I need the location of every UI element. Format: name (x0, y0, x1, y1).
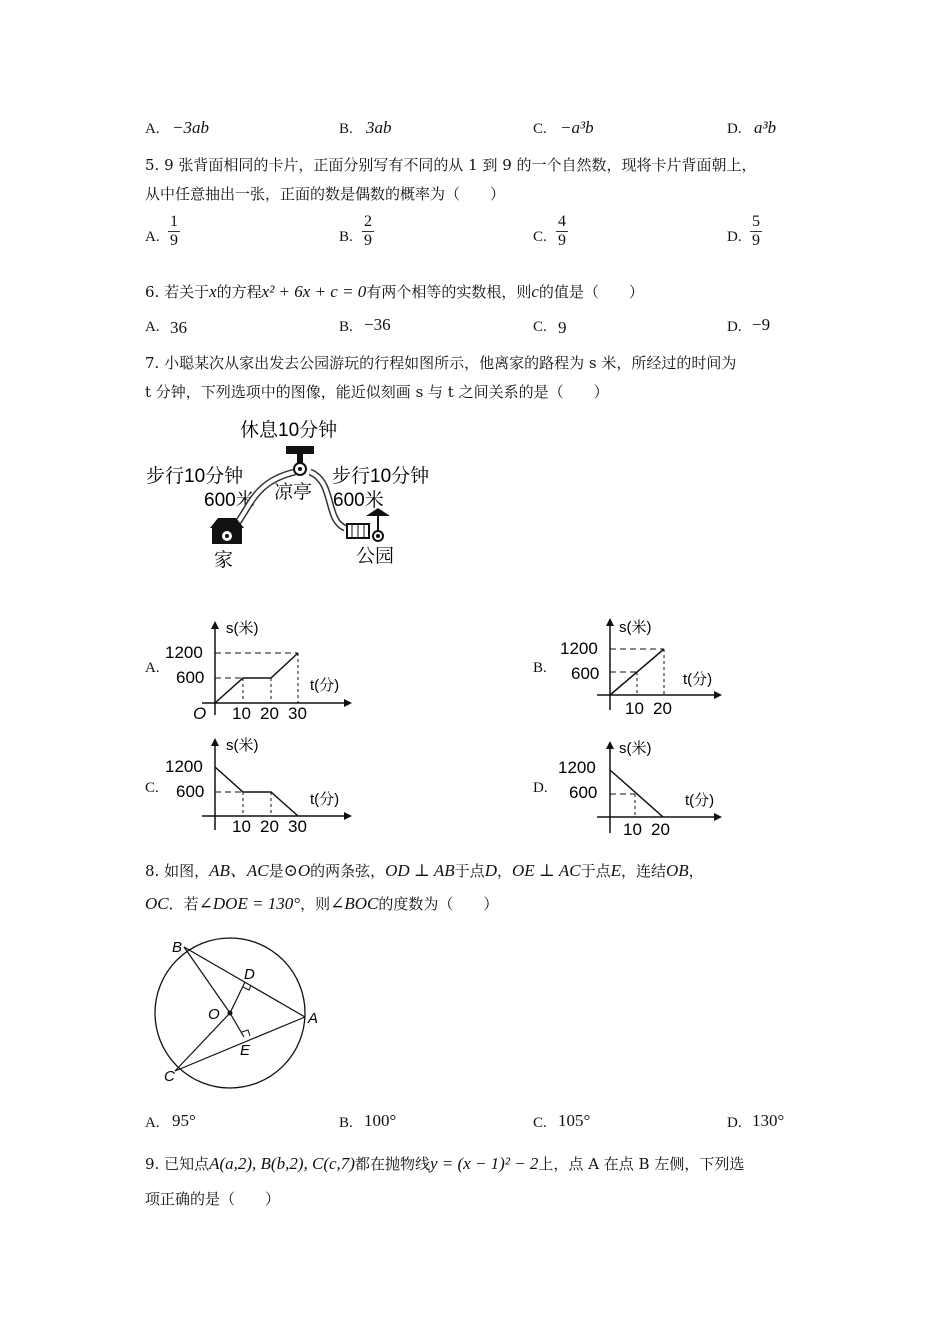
q8-text-line1 (145, 856, 704, 881)
q5-option-b-fraction[interactable] (362, 213, 374, 250)
graph-line (610, 770, 663, 817)
q6-option-b-label: B. (339, 319, 353, 335)
park-label: 公园 (356, 546, 395, 567)
q8-number: 8. 如图， (145, 862, 210, 880)
q9-mid: 都在抛物线 (354, 1155, 430, 1173)
q8-angle-doe: ∠DOE = 130° (198, 894, 301, 913)
x-tick-20: 20 (651, 820, 670, 839)
segment-ob (184, 947, 230, 1013)
q6-option-c-value[interactable]: 9 (558, 318, 567, 337)
q7-option-c-label: C. (145, 780, 159, 796)
q7-text-line1: 7. 小聪某次从家出发去公园游玩的行程如图所示，他离家的路程为 s 米，所经过的时间为 (145, 354, 737, 372)
y-tick-1200: 1200 (165, 643, 203, 662)
y-tick-600: 600 (569, 783, 598, 802)
q6-equation: x² + 6x + c = 0 (261, 282, 367, 301)
q8-text-seg: ，则 (300, 895, 331, 913)
q8-option-b-value[interactable]: 100° (364, 1111, 397, 1130)
q4-option-c-label: C. (533, 121, 547, 137)
q8-text-seg: ．若 (168, 895, 199, 913)
q5-option-a-label: A. (145, 229, 160, 245)
q6-option-a-value[interactable]: 36 (170, 318, 187, 337)
trip-diagram (140, 410, 460, 580)
y-axis-label: s(米) (226, 737, 259, 754)
denominator: 9 (364, 232, 372, 249)
q4-option-d-value[interactable]: a³b (754, 118, 777, 137)
x-tick-10: 10 (232, 817, 251, 836)
home-icon (210, 518, 244, 544)
y-tick-600: 600 (176, 668, 205, 687)
graph-line (610, 649, 664, 695)
q8-text-line2 (145, 893, 498, 914)
x-axis-label: t(分) (310, 791, 340, 808)
q8-ob: OB (665, 861, 689, 880)
pavilion-label: 凉亭 (274, 482, 313, 503)
home-label: 家 (214, 550, 234, 571)
segment-oc (175, 1013, 230, 1071)
q8-text-seg: 的度数为（ ） (378, 895, 499, 913)
q5-option-c-fraction[interactable] (556, 213, 568, 250)
q5-text-line1: 5. 9 张背面相同的卡片，正面分别写有不同的从 1 到 9 的一个自然数，现将卡片背面朝上， (145, 156, 757, 174)
q5-option-d-fraction[interactable] (750, 213, 762, 250)
dist-right-label: 600米 (333, 490, 384, 511)
q4-option-a-label: A. (145, 121, 160, 137)
numerator: 1 (170, 213, 178, 230)
q6-option-d-label: D. (727, 319, 742, 335)
q5-option-d-label: D. (727, 229, 742, 245)
q8-text-seg: ，连结 (620, 862, 666, 880)
q6-option-a-label: A. (145, 319, 160, 335)
q4-option-a-value[interactable]: −3ab (172, 118, 209, 137)
q5-option-a-fraction[interactable] (168, 213, 180, 250)
numerator: 5 (752, 213, 760, 230)
y-tick-1200: 1200 (165, 757, 203, 776)
point-b-label: B (172, 939, 183, 956)
x-axis-label: t(分) (310, 677, 340, 694)
y-tick-1200: 1200 (558, 758, 596, 777)
q7-graph-b[interactable] (555, 612, 735, 722)
q5-option-c-label: C. (533, 229, 547, 245)
y-axis-arrow-icon (211, 738, 219, 746)
x-tick-20: 20 (260, 704, 279, 723)
y-tick-1200: 1200 (560, 639, 598, 658)
q6-option-d-value[interactable]: −9 (752, 315, 771, 334)
q7-option-d-label: D. (533, 780, 548, 796)
q8-option-a-value[interactable]: 95° (172, 1111, 196, 1130)
q6-suffix: 的值是（ ） (538, 283, 644, 301)
rest-label: 休息10分钟 (240, 420, 338, 441)
q8-point-e: E (610, 861, 621, 880)
q8-text-seg: ， (496, 862, 512, 880)
q9-suffix: 上，点 A 在点 B 左侧，下列选 (538, 1155, 745, 1173)
q4-option-d-label: D. (727, 121, 742, 137)
q8-option-c-value[interactable]: 105° (558, 1111, 591, 1130)
q8-option-c-label: C. (533, 1115, 547, 1131)
point-d-label: D (244, 966, 255, 983)
q7-option-a-label: A. (145, 660, 160, 676)
q8-circle: ⊙O (283, 861, 311, 880)
x-tick-30: 30 (288, 704, 307, 723)
q7-graph-c[interactable] (160, 732, 360, 842)
q9-text-line2: 项正确的是（ ） (145, 1190, 281, 1208)
x-tick-20: 20 (653, 699, 672, 718)
y-axis-arrow-icon (211, 621, 219, 629)
q6-var-x: x (209, 282, 217, 301)
q6-mid2: 有两个相等的实数根，则 (366, 283, 532, 301)
x-tick-30: 30 (288, 817, 307, 836)
walk-left-label: 步行10分钟 (146, 466, 244, 487)
origin-label: O (193, 704, 207, 723)
q4-option-c-value[interactable]: −a³b (560, 118, 594, 137)
y-axis-label: s(米) (226, 620, 259, 637)
denominator: 9 (752, 232, 760, 249)
x-tick-10: 10 (625, 699, 644, 718)
q7-graph-d[interactable] (555, 735, 735, 845)
point-e-label: E (240, 1042, 251, 1059)
q9-equation: y = (x − 1)² − 2 (429, 1154, 539, 1173)
denominator: 9 (558, 232, 566, 249)
point-o-label: O (208, 1006, 220, 1023)
q5-option-b-label: B. (339, 229, 353, 245)
circle-diagram (150, 935, 330, 1090)
q9-points: A(a,2), B(b,2), C(c,7) (209, 1154, 355, 1173)
y-tick-600: 600 (176, 782, 205, 801)
q4-option-b-value[interactable]: 3ab (366, 118, 392, 137)
q8-option-a-label: A. (145, 1115, 160, 1131)
walk-right-label: 步行10分钟 (332, 466, 430, 487)
q6-option-c-label: C. (533, 319, 547, 335)
point-c-label: C (164, 1068, 175, 1085)
q9-prefix: 9. 已知点 (145, 1155, 210, 1173)
q8-oe-perp: OE ⊥ AC (511, 861, 581, 880)
segment-oe (230, 1013, 244, 1037)
q8-option-d-value[interactable]: 130° (752, 1111, 785, 1130)
q8-text-seg: 是 (268, 862, 284, 880)
x-axis-arrow-icon (344, 812, 352, 820)
q8-text-seg: 于点 (454, 862, 485, 880)
q8-angle-boc: ∠BOC (330, 894, 379, 913)
q8-option-d-label: D. (727, 1115, 742, 1131)
y-tick-600: 600 (571, 664, 600, 683)
x-tick-10: 10 (623, 820, 642, 839)
y-axis-label: s(米) (619, 740, 652, 757)
q8-oc: OC (145, 894, 169, 913)
q6-option-b-value[interactable]: −36 (364, 315, 391, 334)
x-axis-label: t(分) (685, 792, 715, 809)
center-point (228, 1011, 233, 1016)
q5-text-line2: 从中任意抽出一张，正面的数是偶数的概率为（ ） (145, 185, 506, 203)
q8-text-seg: 于点 (580, 862, 611, 880)
q8-chords: AB、AC (209, 861, 269, 880)
q8-option-b-label: B. (339, 1115, 353, 1131)
segment-od (230, 982, 245, 1013)
denominator: 9 (170, 232, 178, 249)
q6-text (145, 281, 644, 302)
x-axis-arrow-icon (714, 691, 722, 699)
q8-point-d: D (484, 861, 497, 880)
q6-mid1: 的方程 (216, 283, 262, 301)
park-icon (347, 508, 390, 541)
numerator: 4 (558, 213, 566, 230)
q9-text-line1 (145, 1153, 744, 1174)
dist-left-label: 600米 (204, 490, 255, 511)
q7-graph-a[interactable] (160, 615, 360, 725)
point-a-label: A (308, 1010, 319, 1027)
y-axis-label: s(米) (619, 619, 652, 636)
q8-od-perp: OD ⊥ AB (385, 861, 455, 880)
x-tick-20: 20 (260, 817, 279, 836)
y-axis-arrow-icon (606, 741, 614, 749)
q8-text-seg: 的两条弦， (310, 862, 386, 880)
y-axis-arrow-icon (606, 618, 614, 626)
q7-text-line2: t 分钟，下列选项中的图像，能近似刻画 s 与 t 之间关系的是（ ） (145, 383, 609, 401)
numerator: 2 (364, 213, 372, 230)
x-axis-arrow-icon (344, 699, 352, 707)
x-axis-label: t(分) (683, 671, 713, 688)
x-tick-10: 10 (232, 704, 251, 723)
q6-prefix: 6. 若关于 (145, 283, 210, 301)
q6-var-c: c (531, 282, 539, 301)
x-axis-arrow-icon (714, 813, 722, 821)
q7-option-b-label: B. (533, 660, 547, 676)
q8-text-seg: ， (688, 862, 704, 880)
q4-option-b-label: B. (339, 121, 353, 137)
